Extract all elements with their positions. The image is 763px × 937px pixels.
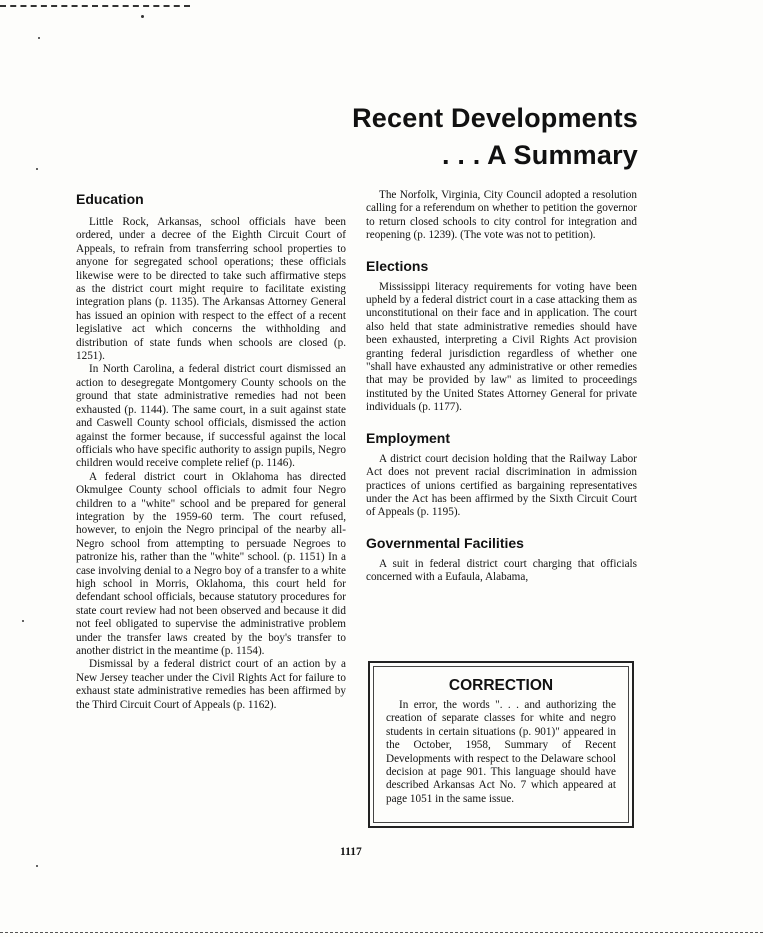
section-heading-education: Education xyxy=(76,191,144,207)
page-number: 1117 xyxy=(340,846,362,858)
page-title-line1: Recent Developments xyxy=(352,103,638,133)
speck xyxy=(22,620,24,622)
paragraph: Mississippi literacy requirements for voting have been upheld by a federal district court in a case attacking them as unconstitutional on their face and in application. The court also held that state administrative remedies should have been exhausted, interpreting a Civil Rights Act provision granting federal jurisdiction regardless of whether one "shall have exhausted any administrative or other remedies that may be provided by law" as limited to proceedings instituted by the United States Attorney General for private individuals (p. 1177). xyxy=(366,280,637,414)
paragraph: A suit in federal district court charging that officials concerned with a Eufaula, Alabama, xyxy=(366,557,637,584)
top-rule xyxy=(0,5,190,7)
paragraph: Little Rock, Arkansas, school officials have been ordered, under a decree of the Eighth Circuit Court of Appeals, to refrain from transferring school properties to anyone for segregated school operations; these officials likewise were to be directed to take such affirmative steps as the district court might require to facilitate existing integration plans (p. 1135). The Arkansas Attorney General has issued an opinion with respect to the effect of a recent legislative act which concerns the withholding and distribution of state funds when schools are closed (p. 1251). xyxy=(76,216,346,363)
speck xyxy=(38,37,40,39)
paragraph: A district court decision holding that the Railway Labor Act does not prevent racial discrimination in admission practices of unions certified as bargaining representatives under the Act has been affirmed by the Sixth Circuit Court of Appeals (p. 1195). xyxy=(366,452,637,519)
speck xyxy=(36,168,38,170)
speck xyxy=(36,865,38,867)
paragraph: In North Carolina, a federal district court dismissed an action to desegregate Montgomery County schools on the ground that state administrative remedies had not been exhausted (p. 1144). The same court, in a suit against state and Caswell County school officials, dismissed the action against the former because, if successful against the local officials who have specific authority to assign pupils, Negro children would receive complete relief (p. 1146). xyxy=(76,363,346,470)
paragraph: Dismissal by a federal district court of an action by a New Jersey teacher under the Civil Rights Act for failure to exhaust state administrative remedies has been affirmed by the Third Circuit Court of Appeals (p. 1162). xyxy=(76,658,346,711)
correction-inner-frame xyxy=(373,666,629,823)
bottom-rule xyxy=(0,932,763,933)
correction-box xyxy=(368,661,634,828)
section-heading-elections: Elections xyxy=(366,257,429,274)
left-column xyxy=(76,190,346,712)
section-heading-governmental-facilities: Governmental Facilities xyxy=(366,534,524,551)
paragraph: The Norfolk, Virginia, City Council adopted a resolution calling for a referendum on whether to petition the governor to return closed schools to city control for integration and reopening (p. 1239). (The vote was not to petition). xyxy=(366,189,637,242)
correction-text: In error, the words ". . . and authorizing the creation of separate classes for white and negro students in certain situations (p. 901)" appeared in the October, 1958, Summary of Recent Developments with respect to the Delaware school decision at page 901. This language should have described Arkansas Act No. 7 which appeared at page 1051 in the same issue. xyxy=(386,699,616,805)
speck xyxy=(141,15,144,18)
right-column xyxy=(366,189,637,585)
section-heading-employment: Employment xyxy=(366,429,451,446)
correction-heading: CORRECTION xyxy=(448,677,554,694)
page-title-line2: . . . A Summary xyxy=(441,140,638,170)
paragraph: A federal district court in Oklahoma has directed Okmulgee County school officials to admit four Negro children to a "white" school and be prepared for general integration by the 1959-60 term. The court refused, however, to enjoin the Negro principal of the nearby all-Negro school from attempting to persuade Negroes to patronize his, rather than the "white" school. (p. 1151) In a case involving denial to a Negro boy of a transfer to a white high school in Morris, Oklahoma, this court held for defendant school officials, because statutory procedures for state court review had not been observed and because it did not feel obligated to supervise the administrative problem under the transfer laws created by the boy's transfer to another district in the meantime (p. 1154). xyxy=(76,470,346,657)
